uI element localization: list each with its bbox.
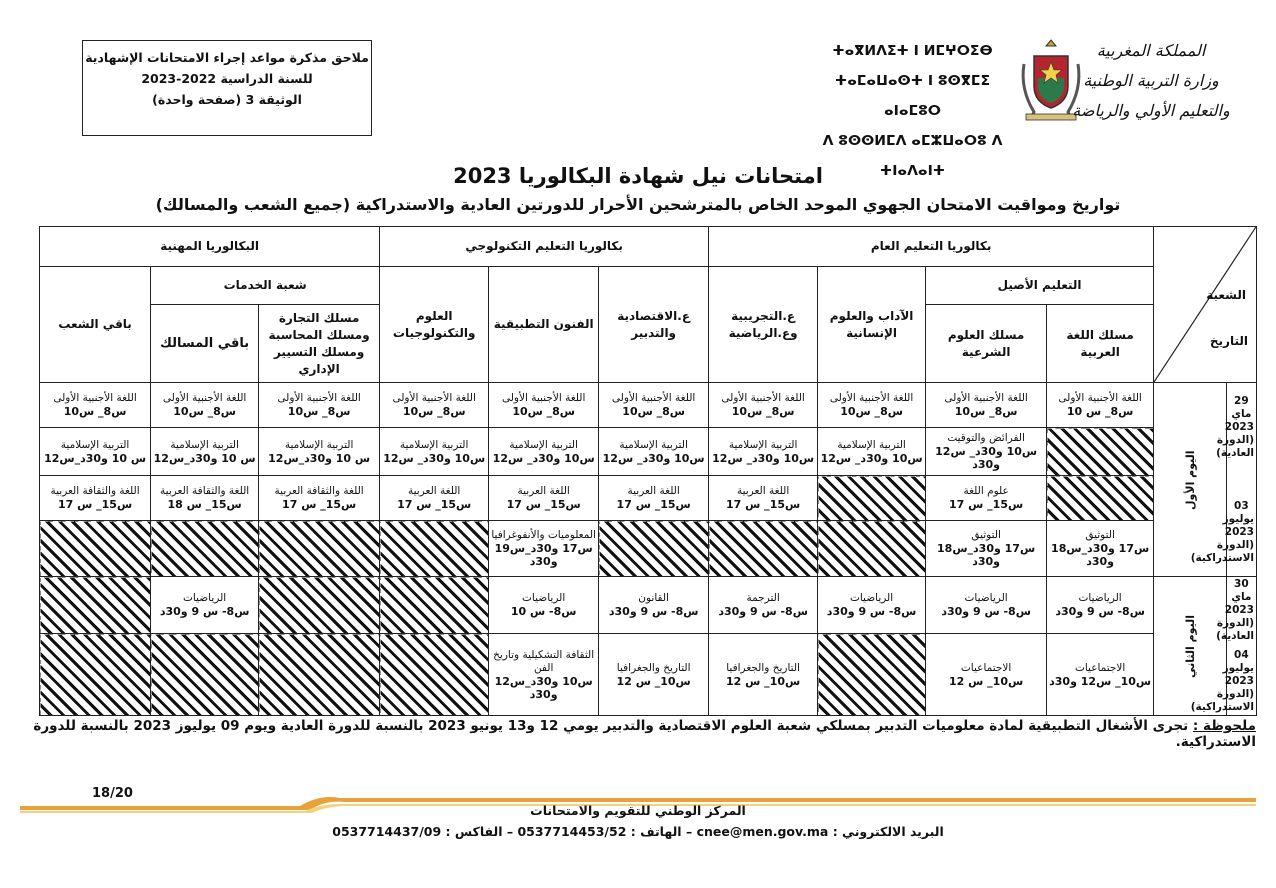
exam-cell: الاجتماعيات س10_ س12 و30د (1047, 634, 1154, 716)
exam-cell: التوثيق س17 و30د_س18 و30د (926, 521, 1047, 577)
ministry-line-3: والتعليم الأولي والرياضة (1072, 101, 1230, 120)
header-sharia-track: مسلك العلوم الشرعية (926, 305, 1047, 383)
header-sci-tech: العلوم والتكنولوجيات (380, 267, 489, 383)
exam-cell: الرياضيات س8- س 9 و30د (151, 577, 259, 634)
page-number: 18/20 (92, 786, 133, 801)
day2-date-regular: 30 ماي 2023 (الدورة العادية) (1216, 578, 1254, 642)
annex-line-3: الوثيقة 3 (صفحة واحدة) (152, 92, 302, 107)
hatched-cell (40, 634, 151, 716)
exam-cell: التربية الإسلامية س 10 و30د_س12 (40, 428, 151, 476)
corner-cell (1154, 227, 1257, 383)
day1-date-regular: 29 ماي 2023 (الدورة العادية) (1216, 394, 1254, 459)
day1-label: اليوم الأول (1154, 383, 1227, 577)
corner-date-label: التاريخ (1209, 334, 1248, 348)
exam-cell: اللغة والثقافة العربية س15_ س 18 (151, 476, 259, 521)
exam-cell: اللغة الأجنبية الأولى س8_ س10 (709, 383, 818, 428)
note-label: ملحوظة : (1192, 718, 1256, 734)
page-title: امتحانات نيل شهادة البكالوريا 2023 (453, 164, 823, 188)
hatched-cell (40, 521, 151, 577)
note (16, 718, 1256, 750)
exam-cell: اللغة العربية س15_ س 17 (599, 476, 709, 521)
hatched-cell (380, 634, 489, 716)
page-subtitle: تواريخ ومواقيت الامتحان الجهوي الموحد الخاص بالمترشحين الأحرار للدورتين العادية والاستدراكية (جميع الشعب والمسالك) (155, 195, 1121, 214)
exam-cell: الثقافة التشكيلية وتاريخ الفن س10 و30د_س12 و30د (489, 634, 599, 716)
header-services-branch: شعبة الخدمات (151, 267, 380, 305)
hatched-cell (259, 577, 380, 634)
exam-cell: التربية الإسلامية س10 و30د_ س12 (380, 428, 489, 476)
ministry-line-1: المملكة المغربية (1096, 41, 1206, 60)
exam-cell: اللغة الأجنبية الأولى س8_ س10 (926, 383, 1047, 428)
exam-cell: اللغة العربية س15_ س 17 (380, 476, 489, 521)
tifinagh-line-3: ⴷ ⵓⵙⵙⵍⵎⴷ ⴰⵎⵣⵡⴰⵔⵓ ⴷ ⵜⵏⴰⴷⴰⵏⵜ (822, 133, 1003, 179)
exam-cell: الرياضيات س8- س 9 و30د (926, 577, 1047, 634)
exam-cell: علوم اللغة س15_ س 17 (926, 476, 1047, 521)
exam-cell: اللغة الأجنبية الأولى س8_ س10 (489, 383, 599, 428)
exam-cell: اللغة العربية س15_ س 17 (709, 476, 818, 521)
exam-cell: الاجتماعيات س10_ س 12 (926, 634, 1047, 716)
ministry-header (1056, 36, 1246, 126)
exam-cell: اللغة الأجنبية الأولى س8_ س10 (380, 383, 489, 428)
header-original-teaching: التعليم الأصيل (926, 267, 1154, 305)
hatched-cell (380, 521, 489, 577)
exam-cell: التربية الإسلامية س 10 و30د_س12 (259, 428, 380, 476)
footer-center-name: المركز الوطني للتقويم والامتحانات (530, 803, 746, 818)
tifinagh-line-2: ⵜⴰⵎⴰⵡⴰⵙⵜ ⵏ ⵓⵙⴳⵎⵉ ⴰⵏⴰⵎⵓⵔ (834, 73, 991, 119)
header-other-streams: باقي الشعب (40, 267, 151, 383)
exam-cell: التربية الإسلامية س 10 و30د_س12 (151, 428, 259, 476)
exam-cell: اللغة والثقافة العربية س15_ س 17 (40, 476, 151, 521)
exam-cell: التربية الإسلامية س10 و30د_ س12 (599, 428, 709, 476)
day1-date-catchup: 03 يوليوز 2023 (الدورة الاستدراكية) (1190, 499, 1254, 564)
exam-cell: التربية الإسلامية س10 و30د_ س12 (818, 428, 926, 476)
corner-stream-label: الشعبة (1206, 288, 1246, 302)
exam-cell: الفرائض والتوقيت س10 و30د_ س12 و30د (926, 428, 1047, 476)
header-experimental: ع.التجريبية وع.الرياضية (709, 267, 818, 383)
hatched-cell (709, 521, 818, 577)
exam-cell: المعلوميات والأنفوغرافيا س17 و30د_س19 و30د (489, 521, 599, 577)
hatched-cell (151, 634, 259, 716)
hatched-cell (40, 577, 151, 634)
header-literature: الآداب والعلوم الإنسانية (818, 267, 926, 383)
exam-cell: الترجمة س8- س 9 و30د (709, 577, 818, 634)
exam-cell: الرياضيات س8- س 10 (489, 577, 599, 634)
exam-cell: اللغة والثقافة العربية س15_ س 17 (259, 476, 380, 521)
exam-cell: التاريخ والجغرافيا س10_ س 12 (599, 634, 709, 716)
exam-cell: القانون س8- س 9 و30د (599, 577, 709, 634)
exam-cell: التوثيق س17 و30د_س18 و30د (1047, 521, 1154, 577)
group-tech: بكالوريا التعليم التكنولوجي (380, 227, 709, 267)
hatched-cell (259, 521, 380, 577)
exam-cell: الرياضيات س8- س 9 و30د (818, 577, 926, 634)
exam-cell: التربية الإسلامية س10 و30د_ س12 (709, 428, 818, 476)
group-general: بكالوريا التعليم العام (709, 227, 1154, 267)
exam-cell: التربية الإسلامية س10 و30د_ س12 (489, 428, 599, 476)
hatched-cell (818, 634, 926, 716)
hatched-cell (599, 521, 709, 577)
header-arabic-track: مسلك اللغة العربية (1047, 305, 1154, 383)
diagonal-lines-icon (1154, 227, 1256, 382)
header-other-tracks: باقي المسالك (151, 305, 259, 383)
hatched-cell (818, 476, 926, 521)
tifinagh-line-1: ⵜⴰⴳⵍⴷⵉⵜ ⵏ ⵍⵎⵖⵔⵉⴱ (832, 43, 993, 59)
hatched-cell (818, 521, 926, 577)
exam-cell: التاريخ والجغرافيا س10_ س 12 (709, 634, 818, 716)
exam-cell: اللغة الأجنبية الأولى س8_ س10 (151, 383, 259, 428)
exam-cell: اللغة الأجنبية الأولى س8_ س10 (259, 383, 380, 428)
annex-box (82, 40, 372, 136)
footer-contact: البريد الالكتروني : cnee@men.gov.ma – الهاتف : 0537714453/52 – الفاكس : 0537714437/09 (332, 824, 944, 839)
annex-line-1: ملاحق مذكرة مواعد إجراء الامتحانات الإشهادية (85, 50, 369, 65)
ministry-line-2: وزارة التربية الوطنية (1083, 71, 1219, 90)
hatched-cell (380, 577, 489, 634)
group-pro: البكالوريا المهنية (40, 227, 380, 267)
exam-cell: اللغة الأجنبية الأولى س8_ س10 (599, 383, 709, 428)
day2-date-catchup: 04 يوليوز 2023 (الدورة الاستدراكية) (1190, 649, 1254, 713)
hatched-cell (1047, 476, 1154, 521)
exam-cell: اللغة الأجنبية الأولى س8_ س 10 (1047, 383, 1154, 428)
hatched-cell (1047, 428, 1154, 476)
header-applied-arts: الفنون التطبيقية (489, 267, 599, 383)
annex-line-2: للسنة الدراسية 2022-2023 (141, 71, 313, 86)
exam-cell: الرياضيات س8- س 9 و30د (1047, 577, 1154, 634)
schedule-table (39, 226, 1257, 716)
hatched-cell (151, 521, 259, 577)
note-text: تجرى الأشغال التطبيقية لمادة معلوميات التدبير بمسلكي شعبة العلوم الاقتصادية والتدبير يومي 12 و13 يونيو 2023 بالنسبة للدورة العادية ويوم 09 يوليوز 2023 بالنسبة للدورة الاستدراكية. (33, 718, 1256, 750)
hatched-cell (259, 634, 380, 716)
header-economics: ع.الاقتصادية والتدبير (599, 267, 709, 383)
header-commerce-track: مسلك التجارة ومسلك المحاسبة ومسلك التسيير الإداري (259, 305, 380, 383)
exam-cell: اللغة العربية س15_ س 17 (489, 476, 599, 521)
exam-cell: اللغة الأجنبية الأولى س8_ س10 (40, 383, 151, 428)
exam-cell: اللغة الأجنبية الأولى س8_ س10 (818, 383, 926, 428)
day2-label: اليوم الثاني (1154, 577, 1227, 716)
